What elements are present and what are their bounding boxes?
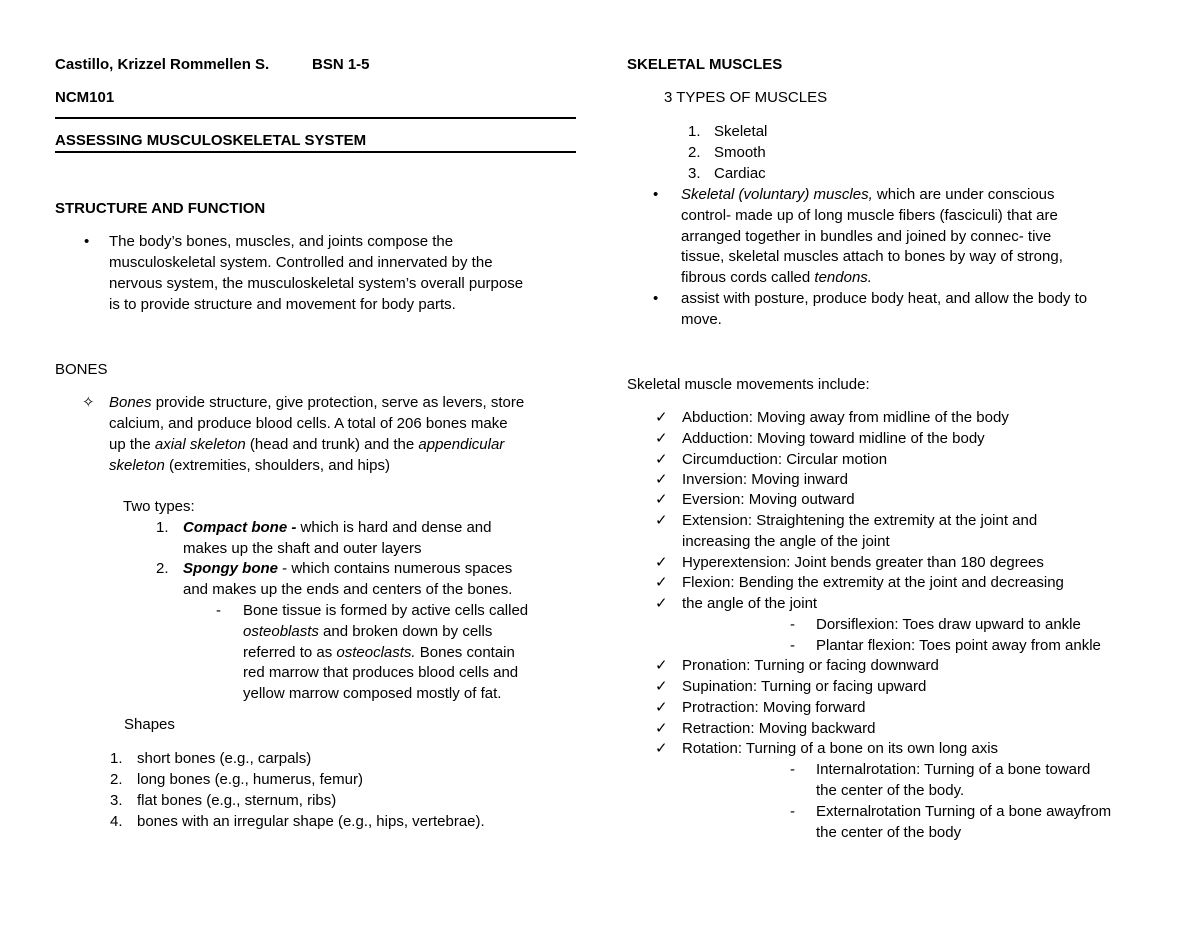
movement-subitem: Internalrotation: Turning of a bone toward	[816, 761, 1091, 778]
list-number: 4.	[110, 813, 123, 830]
spongy-bone-item: Spongy bone - which contains numerous spaces	[183, 560, 513, 577]
skeletal-function-line: move.	[681, 311, 722, 328]
movement-item: Eversion: Moving outward	[682, 491, 855, 508]
movement-subitem: Plantar flexion: Toes point away from ankle	[816, 637, 1101, 654]
movement-item: Abduction: Moving away from midline of the body	[682, 409, 1009, 426]
movement-subitem-cont: the center of the body	[816, 824, 962, 841]
movement-item: Supination: Turning or facing upward	[682, 678, 927, 695]
skeletal-description-line: fibrous cords called tendons.	[681, 269, 872, 286]
list-number: 1.	[688, 123, 701, 140]
bones-paragraph-line: Bones provide structure, give protection, serve as levers, store	[109, 394, 525, 411]
movement-item: Pronation: Turning or facing downward	[682, 657, 939, 674]
movement-item: Circumduction: Circular motion	[682, 451, 888, 468]
bones-paragraph-line: skeleton (extremities, shoulders, and hips)	[109, 457, 390, 474]
movement-item: Hyperextension: Joint bends greater than 180 degrees	[682, 554, 1044, 571]
movement-item-cont: increasing the angle of the joint	[682, 533, 890, 550]
shape-item: flat bones (e.g., sternum, ribs)	[137, 792, 337, 809]
movement-item: Extension: Straightening the extremity at the joint and	[682, 512, 1038, 529]
check-icon: ✓	[655, 451, 668, 468]
skeletal-description-line: control- made up of long muscle fibers (fasciculi) that are	[681, 207, 1058, 224]
list-number: 3.	[110, 792, 123, 809]
course-code: NCM101	[55, 89, 115, 106]
check-icon: ✓	[655, 740, 668, 757]
movement-item: Flexion: Bending the extremity at the joint and decreasing	[682, 574, 1064, 591]
muscle-types-heading: 3 TYPES OF MUSCLES	[664, 89, 828, 106]
check-icon: ✓	[655, 430, 668, 447]
skeletal-function-line: assist with posture, produce body heat, and allow the body to	[681, 290, 1088, 307]
skeletal-description-line: arranged together in bundles and joined by connec- tive	[681, 228, 1052, 245]
bone-tissue-line: yellow marrow composed mostly of fat.	[243, 685, 502, 702]
skeletal-muscles-heading: SKELETAL MUSCLES	[627, 56, 783, 73]
sf-line: The body’s bones, muscles, and joints compose the	[109, 233, 454, 250]
skeletal-description-line: tissue, skeletal muscles attach to bones by way of strong,	[681, 248, 1063, 265]
compact-bone-item-cont: makes up the shaft and outer layers	[183, 540, 422, 557]
list-number: 2.	[110, 771, 123, 788]
compact-bone-item: Compact bone - which is hard and dense and	[183, 519, 492, 536]
muscle-type-item: Smooth	[714, 144, 766, 161]
check-icon: ✓	[655, 491, 668, 508]
diamond-bullet-icon: ✧	[82, 394, 95, 411]
bone-tissue-line: red marrow that produces blood cells and	[243, 664, 519, 681]
list-number: 1.	[110, 750, 123, 767]
movements-heading: Skeletal muscle movements include:	[627, 376, 870, 393]
shapes-heading: Shapes	[124, 716, 175, 733]
list-number: 2.	[156, 560, 169, 577]
movement-item: Inversion: Moving inward	[682, 471, 848, 488]
sf-line: nervous system, the musculoskeletal system’s overall purpose	[109, 275, 524, 292]
check-icon: ✓	[655, 554, 668, 571]
check-icon: ✓	[655, 699, 668, 716]
author-name: Castillo, Krizzel Rommellen S.	[55, 56, 270, 73]
bones-paragraph-line: up the axial skeleton (head and trunk) and the appendicular	[109, 436, 505, 453]
movement-item: Retraction: Moving backward	[682, 720, 876, 737]
check-icon: ✓	[655, 471, 668, 488]
section-label: BSN 1-5	[312, 56, 370, 73]
check-icon: ✓	[655, 720, 668, 737]
bullet-icon: •	[653, 290, 659, 307]
sf-line: musculoskeletal system. Controlled and innervated by the	[109, 254, 493, 271]
two-types-label: Two types:	[123, 498, 195, 515]
check-icon: ✓	[655, 595, 668, 612]
movement-item: Rotation: Turning of a bone on its own long axis	[682, 740, 999, 757]
check-icon: ✓	[655, 678, 668, 695]
bone-tissue-line: Bone tissue is formed by active cells called	[243, 602, 529, 619]
bones-paragraph-line: calcium, and produce blood cells. A total of 206 bones make	[109, 415, 508, 432]
dash-marker: -	[216, 602, 221, 619]
dash-marker: -	[790, 803, 795, 820]
bone-tissue-line: osteoblasts and broken down by cells	[243, 623, 493, 640]
shape-item: long bones (e.g., humerus, femur)	[137, 771, 363, 788]
check-icon: ✓	[655, 574, 668, 591]
movement-item: the angle of the joint	[682, 595, 818, 612]
bone-tissue-line: referred to as osteoclasts. Bones contain	[243, 644, 515, 661]
list-number: 3.	[688, 165, 701, 182]
bullet-icon: •	[653, 186, 659, 203]
dash-marker: -	[790, 616, 795, 633]
shape-item: bones with an irregular shape (e.g., hips, vertebrae).	[137, 813, 485, 830]
movement-subitem: Externalrotation Turning of a bone awayfrom	[816, 803, 1112, 820]
movement-item: Protraction: Moving forward	[682, 699, 866, 716]
skeletal-description-line: Skeletal (voluntary) muscles, which are under conscious	[681, 186, 1055, 203]
list-number: 2.	[688, 144, 701, 161]
list-number: 1.	[156, 519, 169, 536]
bones-heading: BONES	[55, 361, 108, 378]
check-icon: ✓	[655, 512, 668, 529]
dash-marker: -	[790, 761, 795, 778]
sf-line: is to provide structure and movement for body parts.	[109, 296, 456, 313]
structure-function-heading: STRUCTURE AND FUNCTION	[55, 200, 266, 217]
shape-item: short bones (e.g., carpals)	[137, 750, 312, 767]
check-icon: ✓	[655, 409, 668, 426]
bullet-icon: •	[84, 233, 90, 250]
movement-subitem-cont: the center of the body.	[816, 782, 965, 799]
spongy-bone-item-cont: and makes up the ends and centers of the bones.	[183, 581, 513, 598]
check-icon: ✓	[655, 657, 668, 674]
divider-bottom	[55, 151, 576, 153]
muscle-type-item: Skeletal	[714, 123, 768, 140]
movement-item: Adduction: Moving toward midline of the body	[682, 430, 985, 447]
muscle-type-item: Cardiac	[714, 165, 766, 182]
movement-subitem: Dorsiflexion: Toes draw upward to ankle	[816, 616, 1081, 633]
dash-marker: -	[790, 637, 795, 654]
document-title: ASSESSING MUSCULOSKELETAL SYSTEM	[55, 132, 367, 149]
divider-top	[55, 117, 576, 119]
